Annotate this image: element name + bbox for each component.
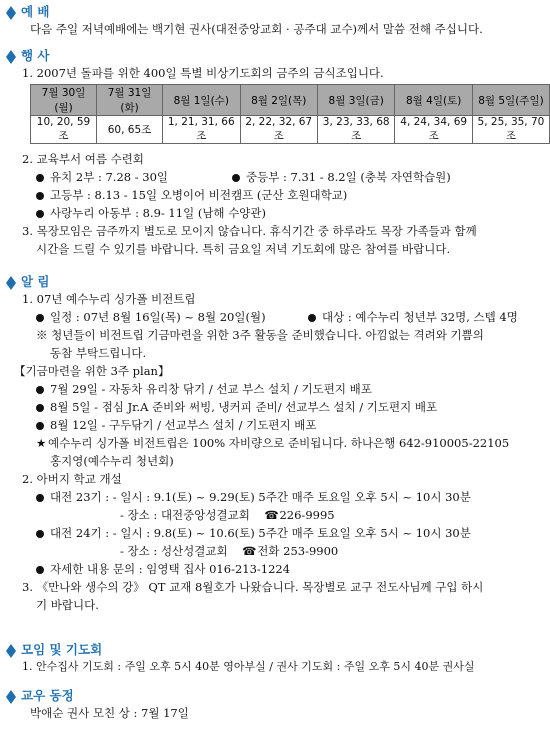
phone-icon: ☎ [264, 508, 279, 522]
bullet-icon [36, 314, 44, 322]
children-camp: 사랑누리 아동부 : 8.9- 11일 (남해 수양관) [50, 206, 267, 220]
meetings-item1: 1. 안수집사 기도회 : 주일 오후 5시 40분 영아부실 / 권사 기도회 : 주일 오후 5시 40분 권사실 [22, 660, 475, 673]
notices-section [0, 272, 550, 614]
fast-cell: 5, 25, 35, 70조 [472, 116, 549, 144]
fast-header: 8월 2일(목) [240, 85, 317, 116]
trip-row [0, 308, 550, 326]
diamond-icon [6, 690, 16, 697]
fast-header: 8월 1일(수) [163, 85, 240, 116]
bullet-icon [232, 174, 240, 182]
events-title: 행 사 [21, 48, 50, 63]
star-icon: ★ [36, 436, 47, 450]
inquiry-row [0, 560, 550, 578]
fast-cell: 4, 24, 34, 69조 [395, 116, 472, 144]
plan-item [0, 380, 550, 398]
notices-title: 알 림 [21, 274, 50, 289]
daejeon24-schedule: 대전 24기 : - 일시 : 9.8(토) ~ 10.6(토) 5주간 매주 토요일 오후 5시 ~ 10시 30분 [50, 526, 471, 540]
plan-item [0, 416, 550, 434]
daejeon23-schedule: 대전 23기 : - 일시 : 9.1(토) ~ 9.29(토) 5주간 매주 토요일 오후 5시 ~ 10시 30분 [50, 490, 471, 504]
fast-header: 7월 30일(월) [31, 85, 97, 116]
fast-header: 8월 5일(주일) [472, 85, 549, 116]
fast-table-header-row [31, 85, 550, 116]
worship-heading [6, 2, 483, 20]
members-text: 박애순 권사 모친 상 : 7월 17일 [30, 706, 189, 720]
fast-cell: 60, 65조 [97, 116, 163, 144]
trip-note: ※ 청년들이 비전트립 기금마련을 위한 3주 활동을 준비했습니다. 아낌없는 격려와 기쁨의 [36, 328, 484, 342]
plan-star-row [0, 434, 550, 452]
inquiry-text: 자세한 내용 문의 : 임영택 집사 016-213-1224 [50, 562, 291, 576]
fast-header: 8월 4일(토) [395, 85, 472, 116]
fast-header: 7월 31일(화) [97, 85, 163, 116]
events-item1: 1. 2007년 돌파를 위한 400일 특별 비상기도회의 금주의 금식조입니다. [22, 66, 384, 80]
trip-schedule: 일정 : 07년 8월 16일(목) ~ 8월 20일(월) [50, 310, 266, 324]
events-item3: 3. 목장모임은 금주까지 별도로 모이지 않습니다. 휴식기간 중 하루라도 목장 가족들과 함께 [22, 224, 477, 238]
plan-star-cont: 홍지영(예수누리 청년회) [50, 454, 174, 468]
events-item3-cont: 시간을 드릴 수 있기를 바랍니다. 특히 금요일 저녁 기도회에 많은 참여를 바랍니다. [36, 242, 451, 256]
plan-star-text: 예수누리 싱가폴 비전트립은 100% 자비량으로 준비됩니다. 하나은행 642-910005-22105 [48, 436, 510, 450]
bullet-icon [36, 530, 44, 538]
notices-item3-cont: 기 바랍니다. [36, 598, 99, 612]
trip-target: 대상 : 예수누리 청년부 32명, 스텝 4명 [322, 310, 518, 324]
fast-table [30, 84, 550, 144]
members-section [0, 686, 550, 722]
trip-target-wrap [308, 308, 518, 326]
daejeon23-tel: 226-9995 [279, 508, 335, 522]
fast-table-row [31, 116, 550, 144]
fast-cell: 10, 20, 59조 [31, 116, 97, 144]
events-item2-row1 [0, 168, 550, 186]
high-camp: 고등부 : 8.13 - 15일 오병이어 비전캠프 (군산 호원대학교) [50, 188, 348, 202]
bullet-icon [36, 210, 44, 218]
bullet-icon [308, 314, 316, 322]
diamond-icon [6, 276, 16, 283]
plan-title: 【기금마련을 위한 3주 plan】 [14, 364, 170, 378]
meetings-heading [6, 640, 550, 658]
notices-item2: 2. 아버지 학교 개설 [22, 472, 122, 486]
notices-item3: 3. 《만나와 생수의 강》 QT 교재 8월호가 나왔습니다. 목장별로 교구 전도사님께 구입 하시 [22, 580, 484, 594]
worship-title: 예 배 [21, 4, 50, 19]
members-title: 교우 동정 [21, 688, 74, 703]
daejeon23-place: - 장소 : 대전중앙성결교회 [120, 508, 250, 522]
members-heading [6, 686, 550, 704]
meetings-section [0, 640, 550, 676]
notices-heading [6, 272, 550, 290]
bullet-icon [36, 494, 44, 502]
events-item2: 2. 교육부서 여름 수련회 [22, 152, 144, 166]
fast-table-wrap [0, 84, 550, 144]
daejeon24-row [0, 524, 550, 542]
bullet-icon [36, 404, 44, 412]
events-item2-row3 [0, 204, 550, 222]
plan-item-text: 8월 12일 - 구두닦기 / 선교부스 설치 / 기도편지 배포 [50, 418, 317, 432]
events-section [0, 46, 550, 258]
plan-item-text: 7월 29일 - 자동차 유리창 닦기 / 선교 부스 설치 / 기도편지 배포 [50, 382, 372, 396]
events-heading [6, 46, 550, 64]
bullet-icon [36, 174, 44, 182]
diamond-icon [6, 50, 16, 57]
diamond-icon [6, 6, 16, 13]
middle-camp-wrap [232, 168, 451, 186]
worship-section [0, 2, 483, 38]
daejeon23-place-row [0, 506, 550, 524]
daejeon24-place-row [0, 542, 550, 560]
kinder-camp: 유치 2부 : 7.28 - 30일 [50, 170, 169, 184]
daejeon24-tel: 전화 253-9900 [257, 544, 339, 558]
bullet-icon [36, 192, 44, 200]
bullet-icon [36, 386, 44, 394]
plan-item-text: 8월 5일 - 점심 Jr.A 준비와 써빙, 냉커피 준비/ 선교부스 설치 / 기도편지 배포 [50, 400, 438, 414]
middle-camp: 중등부 : 7.31 - 8.2일 (충북 자연학습원) [246, 170, 451, 184]
plan-item [0, 398, 550, 416]
bullet-icon [36, 422, 44, 430]
bullet-icon [36, 566, 44, 574]
fast-cell: 2, 22, 32, 67조 [240, 116, 317, 144]
phone-icon: ☎ [242, 544, 257, 558]
notices-item1: 1. 07년 예수누리 싱가폴 비전트립 [22, 292, 196, 306]
meetings-title: 모임 및 기도회 [21, 642, 103, 657]
fast-header: 8월 3일(금) [317, 85, 394, 116]
worship-text: 다음 주일 저녁예배에는 백기현 권사(대전중앙교회 · 공주대 교수)께서 말씀 전해 주십니다. [30, 22, 483, 36]
fast-cell: 3, 23, 33, 68조 [317, 116, 394, 144]
trip-note-cont: 동참 부탁드립니다. [50, 346, 147, 360]
fast-cell: 1, 21, 31, 66조 [163, 116, 240, 144]
daejeon23-row [0, 488, 550, 506]
daejeon24-place: - 장소 : 성산성결교회 [120, 544, 228, 558]
events-item2-row2 [0, 186, 550, 204]
diamond-icon [6, 644, 16, 651]
